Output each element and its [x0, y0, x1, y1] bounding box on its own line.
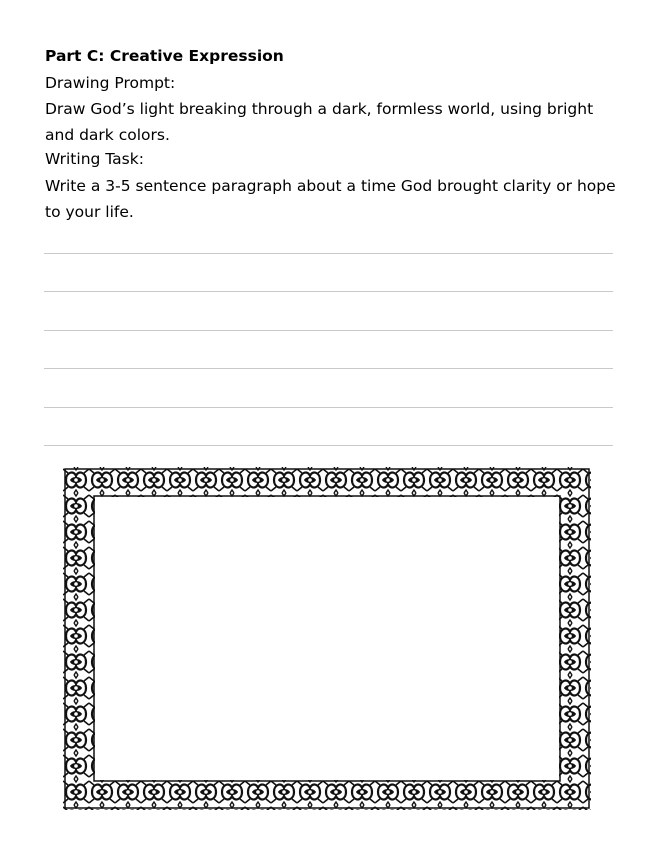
writing-line[interactable]: [44, 291, 613, 292]
writing-line[interactable]: [44, 330, 613, 331]
writing-line[interactable]: [44, 368, 613, 369]
writing-line[interactable]: [44, 407, 613, 408]
drawing-prompt-label: Drawing Prompt:: [45, 74, 176, 92]
writing-line[interactable]: [44, 253, 613, 254]
drawing-prompt-text: Draw God’s light breaking through a dark, formless world, using bright and dark colors.: [45, 100, 594, 144]
writing-task-label: Writing Task:: [45, 150, 144, 168]
writing-line[interactable]: [44, 445, 613, 446]
writing-task-text: Write a 3-5 sentence paragraph about a time God brought clarity or hope to your life.: [45, 177, 616, 221]
drawing-frame: [63, 467, 591, 810]
drawing-area[interactable]: [95, 497, 559, 779]
section-heading: Part C: Creative Expression: [45, 47, 284, 65]
